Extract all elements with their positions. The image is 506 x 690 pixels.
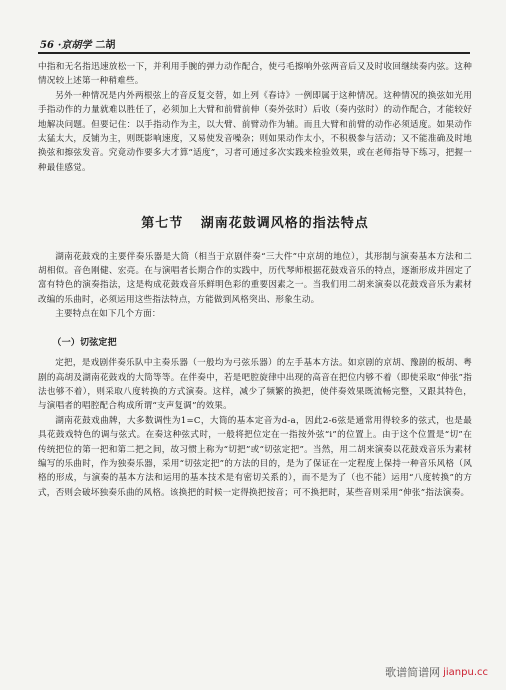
watermark-name: 歌谱简谱网 [385, 666, 441, 679]
section-title-text: 湖南花鼓调风格的指法特点 [200, 216, 369, 232]
watermark-domain: jianpu.cc [443, 666, 488, 678]
page-number: 56 [40, 40, 54, 51]
page-header [40, 36, 115, 51]
book-series: 二胡 [95, 40, 116, 51]
header-rule [38, 52, 470, 54]
book-title: ·京胡学 [57, 40, 92, 51]
subsection-heading: （一）切弦定把 [52, 337, 117, 348]
paragraph: 中指和无名指迅速放松一下，并利用手腕的弹力动作配合，使弓毛擦响外弦两音后又及时收回继续奏内弦。这种情况较上述第一种稍难些。 [38, 62, 472, 87]
paragraph: 主要特点在如下几个方面： [55, 309, 161, 320]
paragraph: 另外一种情况是内外两根弦上的音反复交替，如上列《春诗》一例即属于这种情况。这种情况的换弦如光用手指动作的力量就难以胜任了，必须加上大臂和前臂前伸（奏外弦时）后收（奏内弦时）的动作配合，才能较好地解决问题。但要记住：以手指动作为主，以大臂、前臂动作为辅。而且大臂和前臂的动作必须适度。如果动作太猛太大，反铺为主，则既影响速度，又易使发音噪杂；则如果动作太小，不积极参与活动；又不能准确及时地换弦和擦弦发音。究竟动作要多大才算“适度”，习者可通过多次实践来检验效果，或在老师指导下练习，把握一种最佳感觉。 [38, 90, 472, 173]
page-content [38, 60, 472, 500]
section-title [38, 217, 472, 231]
paragraph: 湖南花鼓戏的主要伴奏乐器是大筒（相当于京剧伴奏“三大件”中京胡的地位），其形制与演奏基本方法和二胡相似。音色刚健、宏亮。在与演唱者长期合作的实践中，历代琴师根据花鼓戏音乐的特点，逐渐形成并固定了富有特色的演奏指法，这是构成花鼓戏音乐鲜明色彩的重要因素之一。当我们用二胡来演奏以花鼓戏音乐为素材改编的乐曲时，必须运用这些指法特点，方能做到风格突出、形象生动。 [38, 251, 472, 305]
paragraph: 定把，是戏剧伴奏乐队中主奏乐器（一般均为弓弦乐器）的左手基本方法。如京剧的京胡、豫剧的板胡、粤剧的高胡及湖南花鼓戏的大筒等等。在伴奏中，若是吧腔旋律中出现的高音在把位内够不着（即使采取“伸张”指法也够不着），则采取八度转换的方式演奏。这样，减少了频繁的换把，使伴奏效果既流畅完整，又跟其特色，与演唱者的唱腔配合构成所谓“支声复调”的效果。 [38, 358, 472, 412]
site-watermark [385, 664, 488, 680]
paragraph: 湖南花鼓戏曲牌，大多数调性为1=C，大筒的基本定音为d-a，因此2-6弦是通常用得较多的弦式，也是最具花鼓戏特色的调与弦式。在奏这种弦式时，一般将把位定在一指按外弦“i”的位置上。由于这个位置是“切”在传统把位的第一把和第二把之间，故习惯上称为“切把”或“切弦定把”。当然，用二胡来演奏以花鼓戏音乐为素材编写的乐曲时，作为独奏乐器，采用“切弦定把”的方法的目的，是为了保证在一定程度上保持一种音乐风格（风格的形成，与演奏的基本方法和运用的基本技术是有密切关系的），而不是为了（也不能）运用“八度转换”的方式，否则会破坏独奏乐曲的风格。该换把的时候一定得换把按音；可不换把时，某些音则采用“伸张”指法演奏。 [38, 415, 472, 498]
section-number: 第七节 [141, 216, 184, 232]
